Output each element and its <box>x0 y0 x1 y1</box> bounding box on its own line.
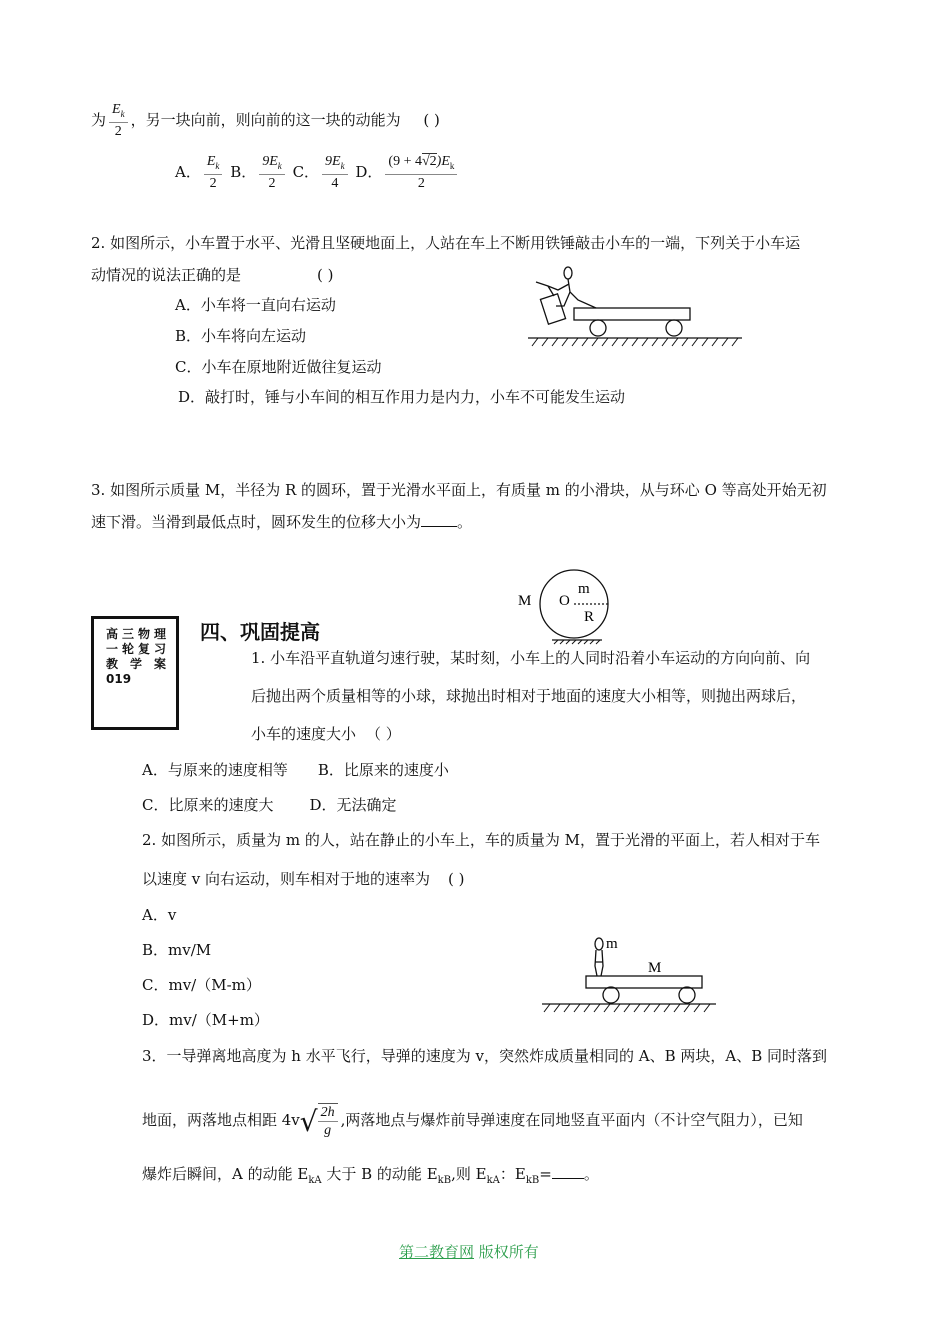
option-b-fraction: $\frac{9E_k}{2}$ <box>259 153 285 194</box>
option-c-fraction: $\frac{9E_k}{4}$ <box>322 153 348 194</box>
s1-line2: 后抛出两个质量相等的小球，球抛出时相对于地面的速度大小相等，则抛出两球后， <box>251 687 807 705</box>
s2-option-b: B．mv/M <box>142 941 212 959</box>
q2-option-a: A．小车将一直向右运动 <box>175 296 336 314</box>
q2-line2: 动情况的说法正确的是 ( ) <box>91 266 334 284</box>
figure-ring <box>512 568 632 648</box>
s1-options-ab <box>142 760 449 780</box>
s2-line1: 2. 如图所示，质量为 m 的人，站在静止的小车上，车的质量为 M，置于光滑的平面上，若人相对于车 <box>142 831 820 849</box>
q2-option-c: C．小车在原地附近做往复运动 <box>175 358 382 376</box>
s1-line3: 小车的速度大小 （ ） <box>251 725 401 743</box>
label-M: M <box>648 960 662 976</box>
q-prev-options <box>175 150 460 194</box>
section-title: 四、巩固提高 <box>200 620 320 644</box>
label-m: m <box>606 936 618 952</box>
fraction-ek-over-2: $\frac{E_k}{2}$ <box>109 101 128 142</box>
q3-line2: 速下滑。当滑到最低点时，圆环发生的位移大小为 。 <box>91 513 473 531</box>
answer-paren: ( ) <box>448 870 465 888</box>
option-b-label: B． <box>230 163 257 181</box>
s2-line2: 以速度 v 向右运动，则车相对于地的速率为 ( ) <box>142 870 465 888</box>
s1-line1: 1. 小车沿平直轨道匀速行驶，某时刻，小车上的人同时沿着小车运动的方向向前、向 <box>251 649 811 667</box>
answer-blank <box>552 1164 584 1179</box>
s1-option-a: A．与原来的速度相等 <box>142 761 288 779</box>
s1-option-d: D．无法确定 <box>309 796 397 814</box>
answer-blank <box>421 512 457 527</box>
s1-option-b: B．比原来的速度小 <box>317 761 449 779</box>
s1-options-cd <box>142 795 397 815</box>
s2-option-c: C．mv/（M-m） <box>142 976 261 994</box>
q2-line1: 2. 如图所示，小车置于水平、光滑且坚硬地面上，人站在车上不断用铁锤敲击小车的一端，下列关于小车运 <box>91 234 801 252</box>
option-a-label: A． <box>175 163 201 181</box>
answer-paren: ( ) <box>423 111 440 129</box>
s3-line2: 地面，两落地点相距 4v√ $\frac{2h}{g}$ ,两落地点与爆炸前导弹速度在同地竖直平面内（不计空气阻力），已知 <box>142 1098 803 1144</box>
footer-link[interactable]: 第二教育网 <box>399 1243 475 1261</box>
figure-person-cart <box>540 932 720 1016</box>
course-label-box: 高三物理 一轮复习 教 学 案 019 <box>91 616 179 730</box>
sqrt-2h-over-g: √ $\frac{2h}{g}$ <box>300 1099 341 1144</box>
q2-option-d: D．敲打时，锤与小车间的相互作用力是内力，小车不可能发生运动 <box>178 388 626 406</box>
s3-line1: 3．一导弹离地高度为 h 水平飞行，导弹的速度为 v，突然炸成质量相同的 A、B 两块，A、B 同时落到 <box>142 1047 828 1065</box>
footer <box>399 1242 539 1262</box>
q2-option-b: B．小车将向左运动 <box>175 327 307 345</box>
q3-line1: 3. 如图所示质量 M，半径为 R 的圆环，置于光滑水平面上，有质量 m 的小滑块，从与环心 O 等高处开始无初 <box>91 481 827 499</box>
s1-option-c: C．比原来的速度大 <box>142 796 274 814</box>
option-d-label: D． <box>355 163 383 181</box>
footer-copyright: 版权所有 <box>474 1243 539 1261</box>
option-c-label: C． <box>292 163 320 181</box>
label-O: O <box>559 593 570 609</box>
q-prev-line: 为 $\frac{E_k}{2}$ ，另一块向前，则向前的这一块的动能为 ( ) <box>91 101 440 140</box>
option-d-fraction: $\frac{(9 + 4√2)E_k}{2}$ <box>385 153 457 194</box>
answer-paren: （ ） <box>366 725 401 743</box>
label-m: m <box>578 581 590 597</box>
label-R: R <box>584 609 595 625</box>
option-a-fraction: $\frac{E_k}{2}$ <box>204 153 223 194</box>
answer-paren: ( ) <box>317 266 334 284</box>
s2-option-d: D．mv/（M+m） <box>142 1011 269 1029</box>
figure-hammer-cart <box>526 262 746 347</box>
label-M: M <box>518 593 532 609</box>
s2-option-a: A．v <box>142 906 177 924</box>
s3-line3: 爆炸后瞬间，A 的动能 $E_{kA}$ 大于 B 的动能 $E_{kB}$,则 $E_{kA}$：$E_{kB}=$ 。 <box>142 1165 599 1186</box>
